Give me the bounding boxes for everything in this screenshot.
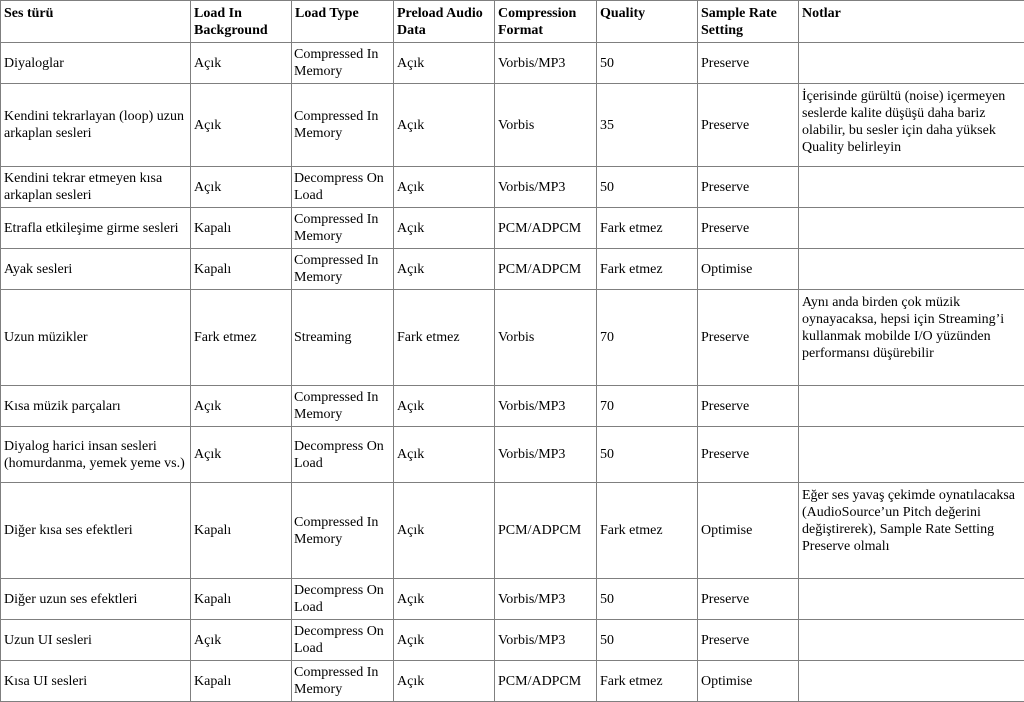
cell-quality: 35 — [597, 84, 698, 167]
cell-load-type: Decompress On Load — [292, 620, 394, 661]
cell-load-type: Decompress On Load — [292, 167, 394, 208]
cell-ses-turu: Diğer uzun ses efektleri — [1, 579, 191, 620]
cell-compression-format: PCM/ADPCM — [495, 208, 597, 249]
table-row — [1, 43, 1024, 84]
header-sample-rate-setting: Sample Rate Setting — [698, 1, 799, 43]
cell-ses-turu: Etrafla etkileşime girme sesleri — [1, 208, 191, 249]
cell-quality: 70 — [597, 386, 698, 427]
cell-quality: Fark etmez — [597, 483, 698, 579]
cell-compression-format: Vorbis — [495, 84, 597, 167]
header-notlar: Notlar — [799, 1, 1024, 43]
table-row — [1, 427, 1024, 483]
cell-quality: 50 — [597, 43, 698, 84]
cell-load-type: Compressed In Memory — [292, 386, 394, 427]
cell-compression-format: PCM/ADPCM — [495, 661, 597, 702]
cell-sample-rate-setting: Optimise — [698, 661, 799, 702]
cell-sample-rate-setting: Preserve — [698, 43, 799, 84]
cell-compression-format: PCM/ADPCM — [495, 483, 597, 579]
table-row — [1, 620, 1024, 661]
cell-notlar — [799, 43, 1024, 84]
cell-load-type: Compressed In Memory — [292, 208, 394, 249]
cell-load-type: Decompress On Load — [292, 427, 394, 483]
table-row — [1, 386, 1024, 427]
cell-preload-audio-data: Açık — [394, 43, 495, 84]
cell-sample-rate-setting: Preserve — [698, 208, 799, 249]
cell-sample-rate-setting: Preserve — [698, 290, 799, 386]
cell-preload-audio-data: Açık — [394, 483, 495, 579]
cell-compression-format: Vorbis/MP3 — [495, 579, 597, 620]
cell-load-type: Decompress On Load — [292, 579, 394, 620]
cell-load-type: Compressed In Memory — [292, 661, 394, 702]
cell-ses-turu: Uzun müzikler — [1, 290, 191, 386]
cell-preload-audio-data: Açık — [394, 579, 495, 620]
cell-ses-turu: Diğer kısa ses efektleri — [1, 483, 191, 579]
cell-compression-format: Vorbis/MP3 — [495, 427, 597, 483]
cell-load-in-background: Açık — [191, 167, 292, 208]
cell-load-type: Compressed In Memory — [292, 249, 394, 290]
cell-load-type: Streaming — [292, 290, 394, 386]
cell-load-in-background: Açık — [191, 43, 292, 84]
cell-preload-audio-data: Açık — [394, 167, 495, 208]
cell-notlar: İçerisinde gürültü (noise) içermeyen seslerde kalite düşüşü daha bariz olabilir, bu sesler için daha yüksek Quality belirleyin — [799, 84, 1024, 167]
cell-sample-rate-setting: Preserve — [698, 579, 799, 620]
cell-preload-audio-data: Açık — [394, 208, 495, 249]
cell-notlar — [799, 249, 1024, 290]
cell-notlar — [799, 167, 1024, 208]
cell-preload-audio-data: Açık — [394, 661, 495, 702]
table-row — [1, 483, 1024, 579]
cell-compression-format: Vorbis/MP3 — [495, 167, 597, 208]
cell-ses-turu: Kısa UI sesleri — [1, 661, 191, 702]
table-row — [1, 661, 1024, 702]
cell-preload-audio-data: Açık — [394, 386, 495, 427]
cell-ses-turu: Diyaloglar — [1, 43, 191, 84]
header-load-in-background: Load In Background — [191, 1, 292, 43]
cell-preload-audio-data: Açık — [394, 620, 495, 661]
cell-notlar: Aynı anda birden çok müzik oynayacaksa, hepsi için Streaming’i kullanmak mobilde I/O yüzünden performansı düşürebilir — [799, 290, 1024, 386]
cell-preload-audio-data: Fark etmez — [394, 290, 495, 386]
cell-load-type: Compressed In Memory — [292, 84, 394, 167]
cell-preload-audio-data: Açık — [394, 249, 495, 290]
cell-load-in-background: Açık — [191, 427, 292, 483]
header-quality: Quality — [597, 1, 698, 43]
cell-load-in-background: Kapalı — [191, 579, 292, 620]
cell-quality: Fark etmez — [597, 208, 698, 249]
cell-load-in-background: Kapalı — [191, 208, 292, 249]
cell-ses-turu: Kendini tekrar etmeyen kısa arkaplan sesleri — [1, 167, 191, 208]
cell-notlar — [799, 661, 1024, 702]
cell-sample-rate-setting: Optimise — [698, 483, 799, 579]
cell-load-type: Compressed In Memory — [292, 43, 394, 84]
table-row — [1, 249, 1024, 290]
table-row — [1, 579, 1024, 620]
cell-notlar — [799, 579, 1024, 620]
cell-load-in-background: Açık — [191, 84, 292, 167]
cell-notlar: Eğer ses yavaş çekimde oynatılacaksa (AudioSource’un Pitch değerini değiştirerek), Sample Rate Setting Preserve olmalı — [799, 483, 1024, 579]
cell-compression-format: Vorbis/MP3 — [495, 386, 597, 427]
cell-quality: 70 — [597, 290, 698, 386]
cell-sample-rate-setting: Preserve — [698, 620, 799, 661]
cell-load-in-background: Kapalı — [191, 661, 292, 702]
cell-sample-rate-setting: Preserve — [698, 84, 799, 167]
cell-quality: 50 — [597, 579, 698, 620]
cell-compression-format: PCM/ADPCM — [495, 249, 597, 290]
cell-quality: Fark etmez — [597, 661, 698, 702]
cell-notlar — [799, 427, 1024, 483]
cell-ses-turu: Kendini tekrarlayan (loop) uzun arkaplan sesleri — [1, 84, 191, 167]
cell-quality: Fark etmez — [597, 249, 698, 290]
cell-quality: 50 — [597, 167, 698, 208]
table-row — [1, 167, 1024, 208]
cell-ses-turu: Diyalog harici insan sesleri (homurdanma, yemek yeme vs.) — [1, 427, 191, 483]
cell-preload-audio-data: Açık — [394, 84, 495, 167]
cell-load-in-background: Açık — [191, 386, 292, 427]
cell-notlar — [799, 386, 1024, 427]
header-load-type: Load Type — [292, 1, 394, 43]
table-row — [1, 290, 1024, 386]
cell-sample-rate-setting: Preserve — [698, 386, 799, 427]
cell-compression-format: Vorbis/MP3 — [495, 620, 597, 661]
header-preload-audio-data: Preload Audio Data — [394, 1, 495, 43]
cell-notlar — [799, 208, 1024, 249]
cell-preload-audio-data: Açık — [394, 427, 495, 483]
table-row — [1, 208, 1024, 249]
cell-load-in-background: Açık — [191, 620, 292, 661]
header-row — [1, 1, 1024, 43]
cell-quality: 50 — [597, 427, 698, 483]
cell-load-type: Compressed In Memory — [292, 483, 394, 579]
cell-notlar — [799, 620, 1024, 661]
cell-sample-rate-setting: Preserve — [698, 427, 799, 483]
cell-quality: 50 — [597, 620, 698, 661]
cell-ses-turu: Uzun UI sesleri — [1, 620, 191, 661]
cell-sample-rate-setting: Preserve — [698, 167, 799, 208]
cell-sample-rate-setting: Optimise — [698, 249, 799, 290]
cell-load-in-background: Fark etmez — [191, 290, 292, 386]
header-compression-format: Compression Format — [495, 1, 597, 43]
table-row — [1, 84, 1024, 167]
header-ses-turu: Ses türü — [1, 1, 191, 43]
cell-ses-turu: Ayak sesleri — [1, 249, 191, 290]
cell-compression-format: Vorbis — [495, 290, 597, 386]
cell-load-in-background: Kapalı — [191, 249, 292, 290]
cell-compression-format: Vorbis/MP3 — [495, 43, 597, 84]
cell-load-in-background: Kapalı — [191, 483, 292, 579]
cell-ses-turu: Kısa müzik parçaları — [1, 386, 191, 427]
